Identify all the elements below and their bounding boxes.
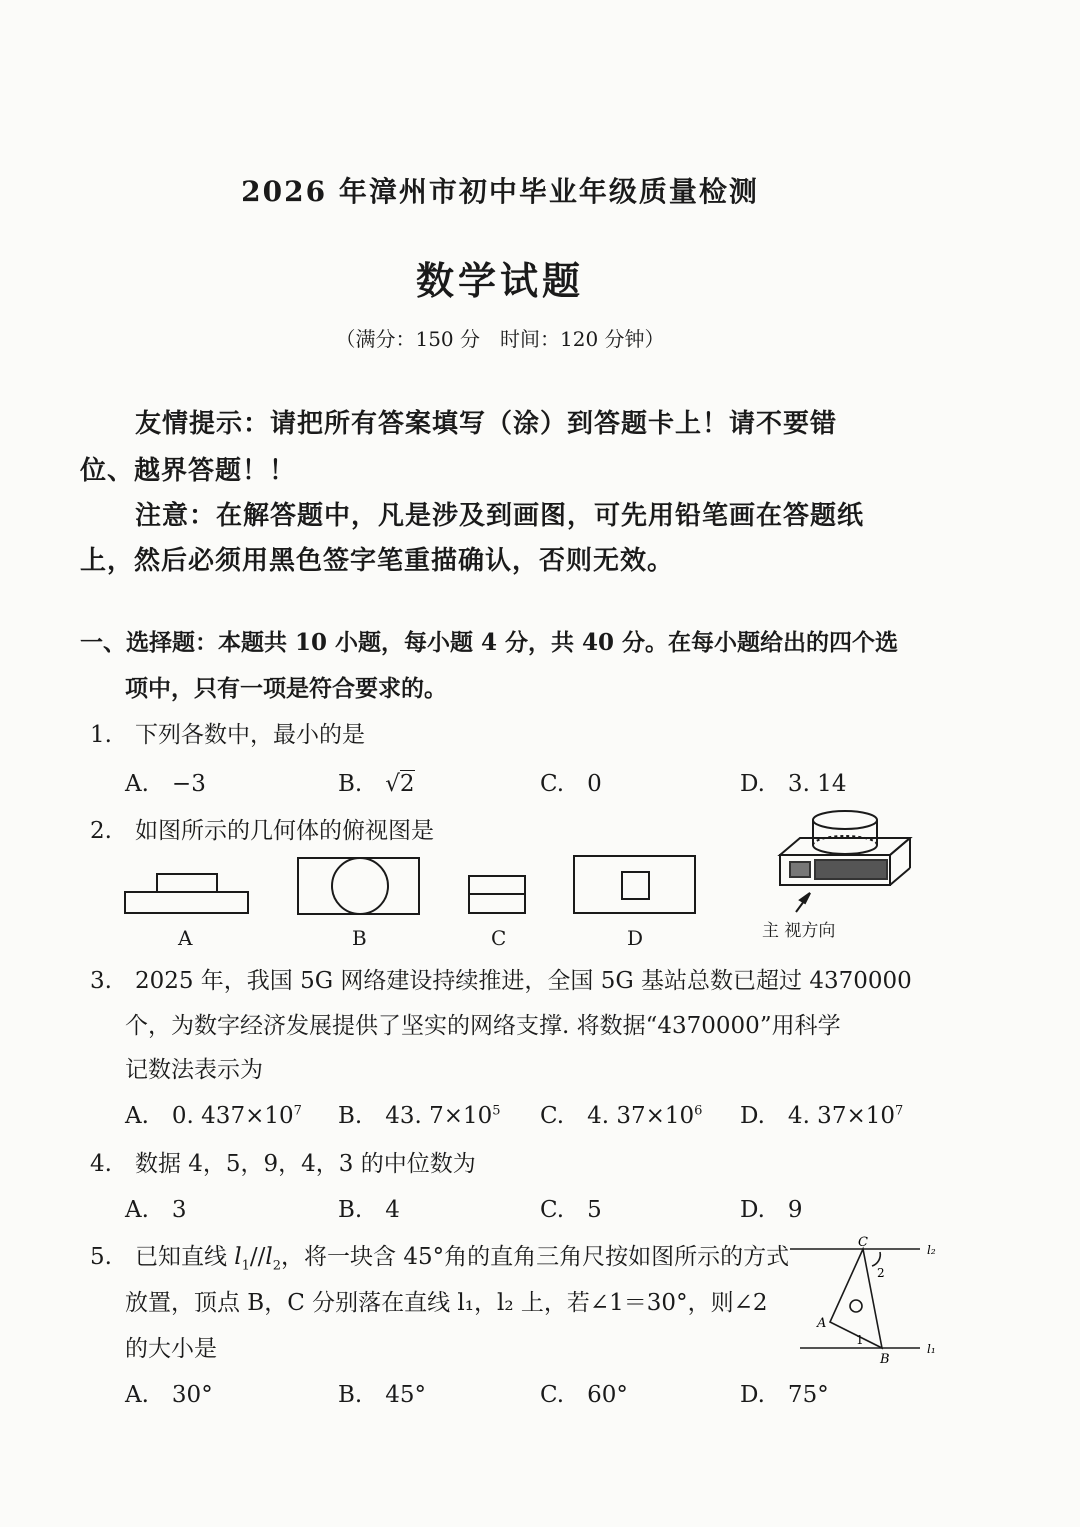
exam-title: 2026 年漳州市初中毕业年级质量检测 — [241, 175, 759, 208]
tip-line-2: 位、越界答题！！ — [80, 456, 297, 486]
q5-option-a: A. 30° — [125, 1382, 213, 1408]
tip-line-1: 友情提示：请把所有答案填写（涂）到答题卡上！请不要错 — [135, 409, 838, 439]
q3-option-b-base: B. 43. 7×10 — [338, 1103, 493, 1129]
q2-option-d-figure — [574, 856, 695, 913]
q2-solid-figure — [780, 811, 910, 912]
q3-option-b-exp: 5 — [492, 1103, 501, 1119]
q4-option-c: C. 5 — [540, 1197, 602, 1223]
sqrt-sign: √ — [385, 771, 400, 797]
l1-label: l₁ — [927, 1342, 936, 1356]
q3-line-1: 3. 2025 年，我国 5G 网络建设持续推进，全国 5G 基站总数已超过 4370000 — [90, 968, 912, 994]
q3-option-c-exp: 6 — [694, 1103, 703, 1119]
q3-option-c-base: C. 4. 37×10 — [540, 1103, 695, 1129]
note-line-2: 上，然后必须用黑色签字笔重描确认，否则无效。 — [80, 546, 675, 576]
q5-line-2: 放置，顶点 B，C 分别落在直线 l₁，l₂ 上，若∠1＝30°，则∠2 — [125, 1290, 768, 1316]
q5-option-c: C. 60° — [540, 1382, 628, 1408]
q1-option-b-label: B. — [338, 771, 386, 797]
q5-figure — [790, 1230, 940, 1370]
q3-option-a — [125, 1097, 302, 1130]
q5-line-1-b: ，将一块含 45°角的直角三角尺按如图所示的方式 — [281, 1244, 790, 1270]
q1-option-a: A. −3 — [125, 771, 206, 797]
q4-option-d: D. 9 — [740, 1197, 803, 1223]
q3-option-d-exp: 7 — [895, 1103, 904, 1119]
section-heading-line-2: 项中，只有一项是符合要求的。 — [125, 675, 447, 702]
q2-option-c-figure — [469, 876, 525, 913]
q3-line-3: 记数法表示为 — [125, 1057, 263, 1083]
q3-option-d-base: D. 4. 37×10 — [740, 1103, 895, 1129]
q5-l2: l — [265, 1244, 273, 1270]
q1-option-b-radicand: 2 — [399, 771, 415, 797]
q5-l1-sub: 1 — [241, 1258, 250, 1274]
q3-option-d — [740, 1097, 903, 1130]
q2-label-d: D — [627, 926, 644, 950]
q2-label-b: B — [352, 926, 367, 950]
point-a-label: A — [817, 1316, 827, 1331]
q1-option-c: C. 0 — [540, 771, 602, 797]
q1-stem: 1. 下列各数中，最小的是 — [90, 722, 365, 748]
point-b-label: B — [880, 1352, 890, 1367]
l2-label: l₂ — [927, 1243, 936, 1257]
note-line-1: 注意：在解答题中，凡是涉及到画图，可先用铅笔画在答题纸 — [135, 501, 865, 531]
q5-l1: l — [234, 1244, 242, 1270]
q2-label-a: A — [178, 926, 193, 950]
q5-option-d: D. 75° — [740, 1382, 829, 1408]
q2-option-a-figure — [125, 874, 248, 913]
q2-stem: 2. 如图所示的几何体的俯视图是 — [90, 818, 434, 844]
ruler-hole — [850, 1300, 862, 1312]
q2-view-direction-label: 主 视方向 — [762, 921, 836, 941]
q5-option-b: B. 45° — [338, 1382, 426, 1408]
q4-option-b: B. 4 — [338, 1197, 400, 1223]
q3-option-b — [338, 1097, 501, 1130]
q5-line-3: 的大小是 — [125, 1336, 217, 1362]
q3-option-a-base: A. 0. 437×10 — [125, 1103, 294, 1129]
q5-parallel: // — [249, 1244, 266, 1270]
angle-2-arc — [872, 1252, 880, 1266]
point-c-label: C — [858, 1235, 868, 1250]
q2-option-b-figure — [298, 858, 419, 914]
q4-option-a: A. 3 — [125, 1197, 187, 1223]
q1-option-d: D. 3. 14 — [740, 771, 847, 797]
score-time-info: （满分：150 分 时间：120 分钟） — [335, 327, 665, 351]
q5-l2-sub: 2 — [272, 1258, 282, 1274]
q5-line-1-a: 5. 已知直线 — [90, 1244, 235, 1270]
angle-1-label: 1 — [856, 1333, 864, 1347]
subject-title: 数学试题 — [415, 258, 584, 303]
q2-label-c: C — [491, 926, 507, 950]
q3-option-c — [540, 1097, 702, 1130]
q5-line-1 — [90, 1238, 789, 1274]
q3-option-a-exp: 7 — [293, 1103, 302, 1119]
section-heading-line-1: 一、选择题：本题共 10 小题，每小题 4 分，共 40 分。在每小题给出的四个选 — [80, 629, 899, 656]
angle-2-label: 2 — [877, 1266, 885, 1280]
q3-line-2: 个，为数字经济发展提供了坚实的网络支撑. 将数据“4370000”用科学 — [125, 1013, 841, 1039]
q4-stem: 4. 数据 4，5，9，4，3 的中位数为 — [90, 1151, 476, 1177]
